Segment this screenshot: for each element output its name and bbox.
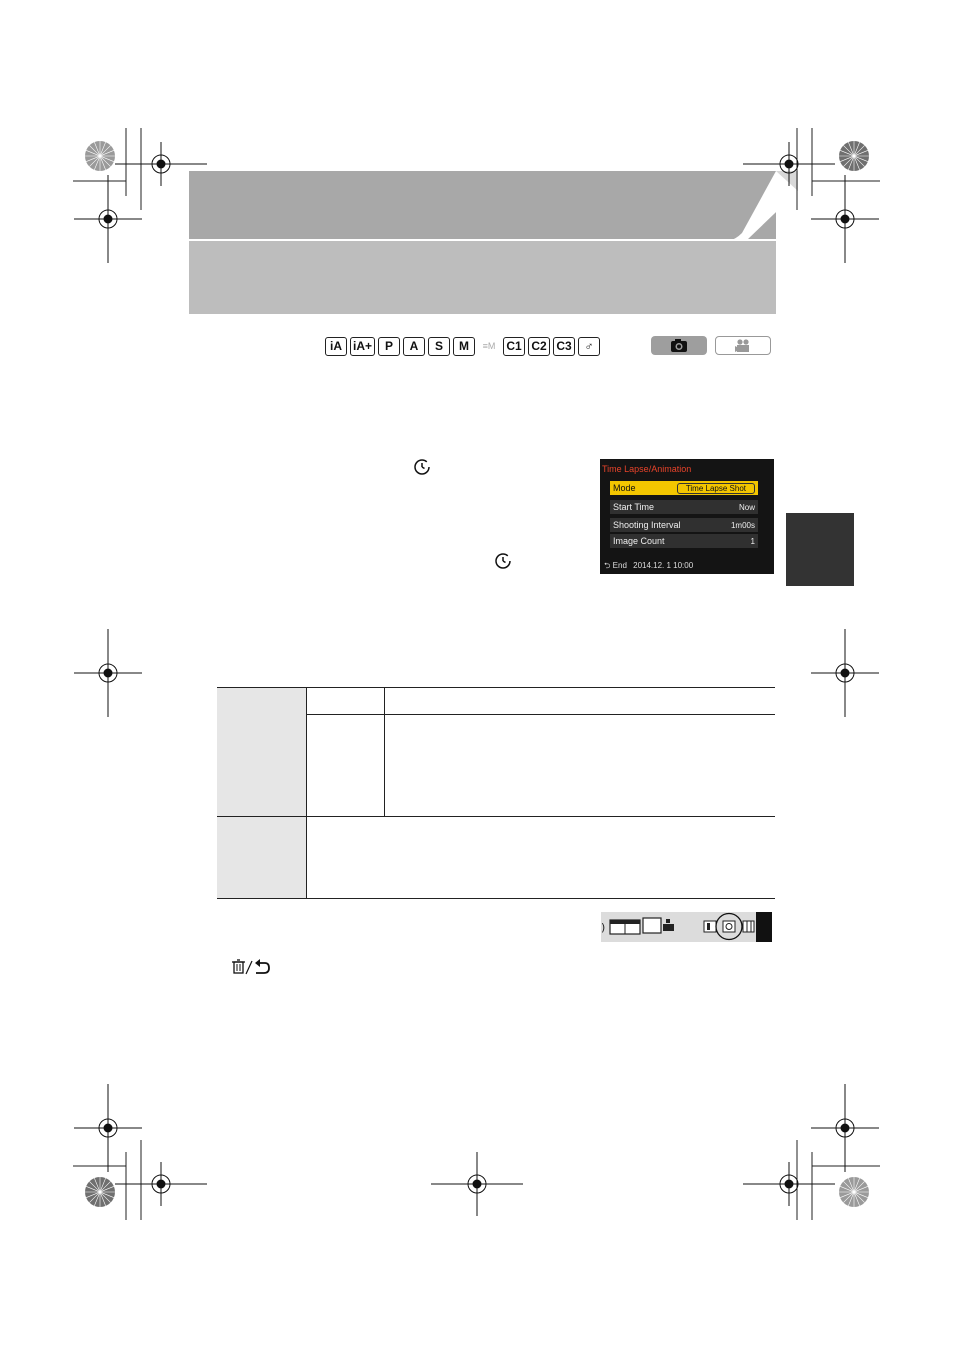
- mode-icons-row: [325, 336, 600, 356]
- chapter-side-tab: [786, 513, 854, 586]
- menu-row-value: Time Lapse Shot: [677, 483, 755, 494]
- table-border: [306, 714, 775, 715]
- menu-footer: [604, 560, 693, 574]
- camera-menu-screen: [600, 459, 774, 574]
- camera-icon: [651, 336, 707, 355]
- menu-row-label: Start Time: [613, 502, 655, 512]
- menu-row-shooting-interval[interactable]: [610, 518, 758, 532]
- table-header-cell: [217, 817, 306, 898]
- status-strip: [601, 912, 772, 942]
- menu-row-value: 1: [750, 536, 755, 546]
- trash-icon: [231, 958, 271, 976]
- mode-icon-s: S: [428, 337, 450, 356]
- mode-icon-c2: C2: [528, 337, 550, 356]
- mode-icon-m: M: [453, 337, 475, 356]
- menu-row-value: 1m00s: [730, 520, 755, 530]
- mode-icon-creative: ♂: [578, 337, 600, 356]
- timer-icon: [413, 458, 431, 476]
- menu-row-mode[interactable]: [610, 481, 758, 495]
- menu-row-value: Now: [738, 502, 755, 512]
- menu-row-label: Shooting Interval: [613, 520, 681, 530]
- mode-icon-ia-plus: iA+: [350, 337, 375, 356]
- status-strip-edge: [756, 912, 772, 942]
- timer-icon: [494, 552, 512, 570]
- mode-icon-p: P: [378, 337, 400, 356]
- table-border: [384, 688, 385, 816]
- table-header-cell: [217, 688, 306, 817]
- menu-footer-end: End: [612, 561, 627, 570]
- mode-icon-c1: C1: [503, 337, 525, 356]
- table-border: [217, 687, 775, 688]
- menu-row-start-time[interactable]: [610, 500, 758, 514]
- svg-text:): ): [601, 921, 606, 934]
- menu-row-image-count[interactable]: [610, 534, 758, 548]
- mode-icon-ia: iA: [325, 337, 347, 356]
- return-icon: ⮌: [604, 561, 611, 570]
- video-camera-icon: [716, 337, 770, 354]
- menu-footer-date: 2014.12. 1 10:00: [633, 561, 694, 570]
- video-mode-tab: [715, 336, 771, 355]
- status-icons: [601, 912, 772, 942]
- mode-icon-movie-m: ≡M: [478, 337, 500, 356]
- mode-icon-c3: C3: [553, 337, 575, 356]
- menu-title: Time Lapse/Animation: [602, 464, 692, 474]
- photo-mode-tab: [651, 336, 707, 355]
- table-border: [306, 688, 307, 898]
- table-border: [217, 898, 775, 899]
- menu-row-label: Mode: [613, 483, 636, 493]
- mode-icon-a: A: [403, 337, 425, 356]
- table-border: [217, 816, 775, 817]
- menu-row-label: Image Count: [613, 536, 665, 546]
